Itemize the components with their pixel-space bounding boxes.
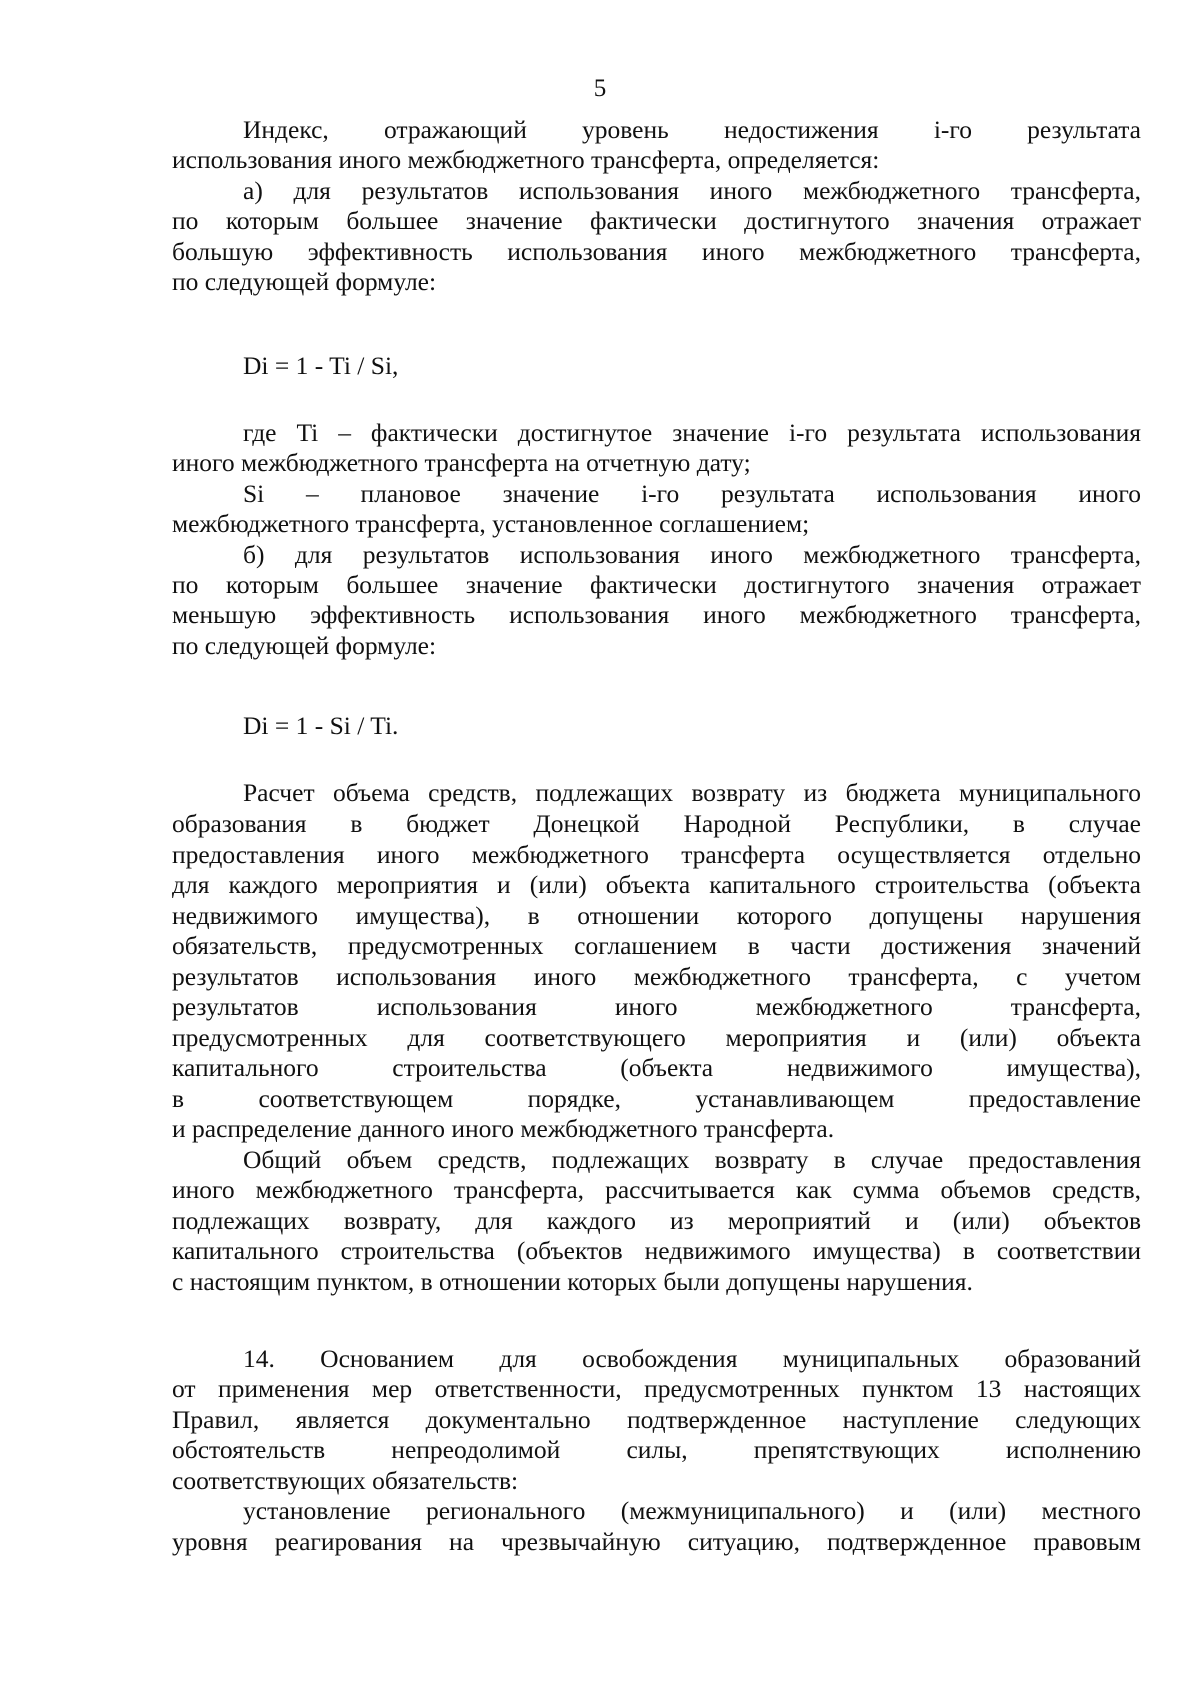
page-number: 5 [593,75,607,102]
text-line: меньшую эффективность использования иного межбюджетного трансферта, [172,600,1141,629]
text-line: с настоящим пунктом, в отношении которых были допущены нарушения. [172,1267,973,1296]
text-line: межбюджетного трансферта, установленное соглашением; [172,509,810,538]
text-line: и распределение данного иного межбюджетного трансферта. [172,1114,835,1143]
text-line: недвижимого имущества), в отношении которого допущены нарушения [172,901,1141,930]
text-line: установление регионального (межмуниципального) и (или) местного [243,1496,1141,1525]
text-line: использования иного межбюджетного трансферта, определяется: [172,145,880,174]
text-line: по которым большее значение фактически достигнутого значения отражает [172,206,1141,235]
text-line: по которым большее значение фактически достигнутого значения отражает [172,570,1141,599]
text-line: капитального строительства (объекта недвижимого имущества), [172,1053,1141,1082]
text-line: в соответствующем порядке, устанавливающем предоставление [172,1084,1141,1113]
text-line: Правил, является документально подтвержденное наступление следующих [172,1405,1141,1434]
formula-line: Di = 1 - Ti / Si, [243,351,399,380]
text-line: 14. Основанием для освобождения муниципальных образований [243,1344,1141,1373]
text-line: уровня реагирования на чрезвычайную ситуацию, подтвержденное правовым [172,1527,1141,1556]
text-line: от применения мер ответственности, предусмотренных пунктом 13 настоящих [172,1374,1141,1403]
text-line: а) для результатов использования иного межбюджетного трансферта, [243,176,1141,205]
text-line: большую эффективность использования иного межбюджетного трансферта, [172,237,1141,266]
text-line: капитального строительства (объектов недвижимого имущества) в соответствии [172,1236,1141,1265]
text-line: обязательств, предусмотренных соглашением в части достижения значений [172,931,1141,960]
text-line: Общий объем средств, подлежащих возврату в случае предоставления [243,1145,1141,1174]
text-line: для каждого мероприятия и (или) объекта капитального строительства (объекта [172,870,1141,899]
text-line: подлежащих возврату, для каждого из мероприятий и (или) объектов [172,1206,1141,1235]
text-line: соответствующих обязательств: [172,1466,519,1495]
formula-line: Di = 1 - Si / Ti. [243,711,399,740]
text-line: по следующей формуле: [172,267,437,296]
text-line: б) для результатов использования иного межбюджетного трансферта, [243,540,1141,569]
text-line: Si – плановое значение i-го результата использования иного [243,479,1141,508]
text-line: предоставления иного межбюджетного трансферта осуществляется отдельно [172,840,1141,869]
text-line: Индекс, отражающий уровень недостижения i-го результата [243,115,1141,144]
text-line: обстоятельств непреодолимой силы, препятствующих исполнению [172,1435,1141,1464]
text-line: иного межбюджетного трансферта на отчетную дату; [172,448,751,477]
text-line: результатов использования иного межбюджетного трансферта, с учетом [172,962,1141,991]
text-line: иного межбюджетного трансферта, рассчитывается как сумма объемов средств, [172,1175,1141,1204]
text-line: результатов использования иного межбюджетного трансферта, [172,992,1141,1021]
text-line: предусмотренных для соответствующего мероприятия и (или) объекта [172,1023,1141,1052]
text-line: образования в бюджет Донецкой Народной Республики, в случае [172,809,1141,838]
text-line: Расчет объема средств, подлежащих возврату из бюджета муниципального [243,778,1141,807]
text-line: по следующей формуле: [172,631,437,660]
text-line: где Ti – фактически достигнутое значение i-го результата использования [243,418,1141,447]
